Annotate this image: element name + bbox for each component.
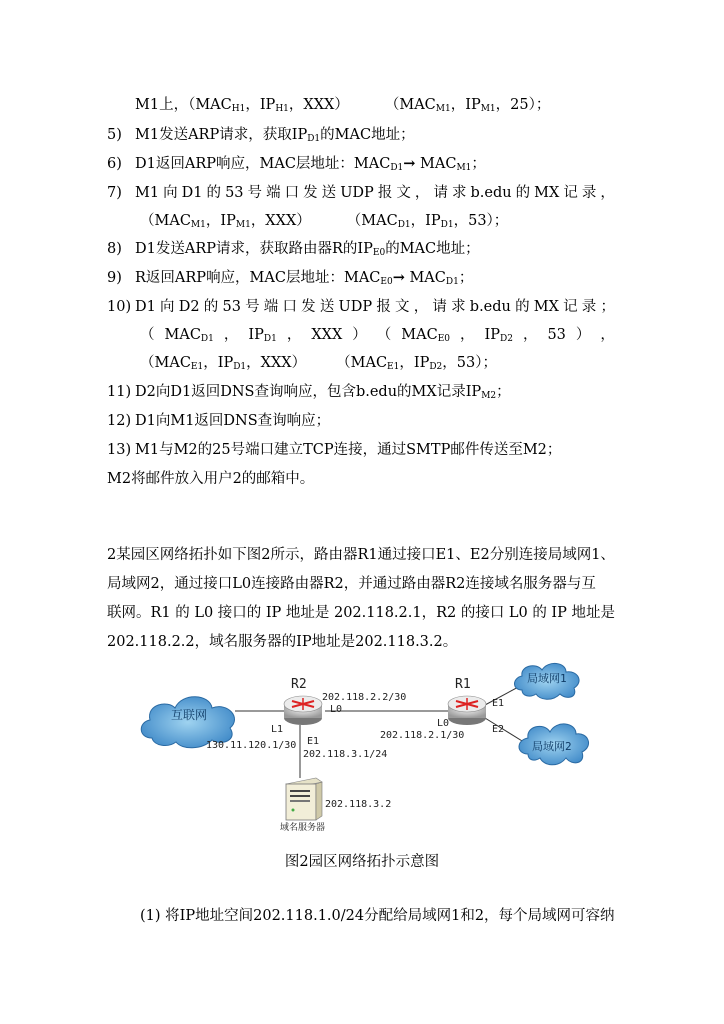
router-r2-icon <box>284 696 322 725</box>
justified-word: ） <box>352 327 367 343</box>
justified-word: D1 <box>135 299 156 315</box>
justified-word: ， <box>522 327 538 343</box>
justified-word: 端 <box>263 299 279 315</box>
justified-word: 的 <box>175 605 190 621</box>
justified-word: 请 <box>432 299 447 315</box>
justified-word: 请 <box>433 185 448 201</box>
dns-label: 域名服务器 <box>280 823 326 833</box>
justified-word: ， <box>223 327 239 343</box>
justified-word: ， <box>413 299 429 315</box>
list-item-6: 6) D1返回ARP响应，MAC层地址：$MAC_{D1}\to MAC_{M1}$； <box>107 155 486 173</box>
justified-word: 报 <box>376 299 391 315</box>
arrow-icon: → <box>403 155 416 172</box>
justified-word: ） <box>575 327 591 343</box>
list-item-9: 9) R返回ARP响应，MAC层地址：$MAC_{E0}\to MAC_{D1}$； <box>107 269 474 287</box>
justified-word: 联网。R1 <box>107 605 171 621</box>
list-item-11: 11) D2向D1返回DNS查询响应，包含b.edu的MX记录$IP_{M2}$； <box>107 384 511 401</box>
justified-word: （ <box>140 327 155 343</box>
r2-label: R2 <box>291 677 307 692</box>
list-item-13: 13) M1与M2的25号端口建立TCP连接，通过SMTP邮件传送至M2； <box>107 442 562 458</box>
justified-word: 文 <box>395 299 410 315</box>
justified-word: MX <box>533 299 559 315</box>
justified-word: 的 <box>515 185 531 201</box>
list-item-10: 10) D1 向 D2 的 53 号 端 口 发 送 UDP 报 文 ， 请 求 b.edu 的 MX 记 录 ； <box>107 299 615 315</box>
justified-word: 向 <box>160 299 175 315</box>
final-line: M2将邮件放入用户2的邮箱中。 <box>107 471 315 487</box>
justified-word: 求 <box>451 185 467 201</box>
r2-l1-label: L1 <box>271 724 284 735</box>
r1-e2-label: E2 <box>492 724 505 735</box>
justified-word: $IP_{D1}$ <box>248 327 277 344</box>
list-item-12: 12) D1向M1返回DNS查询响应； <box>107 413 331 429</box>
justified-word: 的 <box>203 299 219 315</box>
justified-word: $MAC_{D1}$ <box>164 327 214 344</box>
internet-label: 互联网 <box>171 708 208 722</box>
justified-word: 端 <box>266 185 281 201</box>
justified-word: ， <box>600 327 615 343</box>
lan1-label: 局域网1 <box>527 672 567 685</box>
justified-word: 报 <box>377 185 393 201</box>
r1-e1-label: E1 <box>492 698 505 709</box>
question2-line4: 202.118.2.2，域名服务器的IP地址是202.118.3.2。 <box>107 634 458 650</box>
justified-word: UDP <box>340 185 374 201</box>
justified-word: 地址是 <box>285 605 330 621</box>
justified-word: ； <box>600 299 615 315</box>
arrow-icon: → <box>392 269 405 286</box>
justified-word: 53 <box>547 327 566 343</box>
r1-label: R1 <box>455 677 471 692</box>
justified-word: 录 <box>581 185 597 201</box>
justified-word: 接口的 <box>217 605 262 621</box>
list-item-10-cont1 <box>140 326 615 344</box>
justified-word: XXX <box>311 327 343 343</box>
justified-word: 地址是 <box>571 605 615 621</box>
dns-ip: 202.118.3.2 <box>325 799 392 810</box>
justified-word: 文 <box>396 185 411 201</box>
justified-word: M1 <box>135 185 160 201</box>
justified-word: 号 <box>245 299 260 315</box>
justified-word: 向 <box>163 185 178 201</box>
justified-word: 口 <box>282 299 297 315</box>
text-line-m1: M1上，（$MAC_{H1}$，$IP_{H1}$，XXX） （$MAC_{M1}$，$IP_{M1}$，25）； <box>135 97 551 114</box>
r1-l0-label: L0 <box>437 718 450 729</box>
justified-word: 53 <box>222 299 241 315</box>
justified-word: 202.118.2.1，R2 <box>333 605 457 621</box>
question2-line3 <box>107 604 615 622</box>
justified-word: 的 <box>206 185 222 201</box>
justified-word: （ <box>376 327 392 343</box>
network-topology-diagram <box>0 660 724 840</box>
justified-word: 录 <box>581 299 597 315</box>
justified-word: 送 <box>321 185 337 201</box>
justified-word: ， <box>286 327 302 343</box>
list-item-5: 5) M1发送ARP请求，获取$IP_{D1}$的MAC地址； <box>107 127 415 144</box>
figure-caption: 图2园区网络拓扑示意图 <box>284 854 440 870</box>
question2-line2: 局域网2，通过接口L0连接路由器R2，并通过路由器R2连接域名服务器与互 <box>107 576 596 592</box>
justified-word: ， <box>414 185 430 201</box>
justified-word: 53 <box>225 185 244 201</box>
justified-word: 的接口 <box>460 605 505 621</box>
justified-word: 的 <box>515 299 530 315</box>
justified-word: ， <box>460 327 475 343</box>
justified-word: 口 <box>284 185 300 201</box>
r1-l0-ip: 202.118.2.1/30 <box>380 730 465 741</box>
justified-word: 记 <box>563 299 578 315</box>
justified-word: D1 <box>181 185 203 201</box>
r2-l0-ip: 202.118.2.2/30 <box>322 692 407 703</box>
justified-word: $MAC_{E0}$ <box>401 327 450 344</box>
q1-text: (1) 将IP地址空间202.118.1.0/24分配给局域网1和2，每个局域网可容纳 <box>140 908 615 924</box>
justified-word: L0 <box>194 605 214 621</box>
justified-word: 号 <box>247 185 263 201</box>
justified-word: L0 <box>508 605 528 621</box>
r2-l0-label: L0 <box>330 704 343 715</box>
list-item-10-cont2: （$MAC_{E1}$，$IP_{D1}$，XXX） （$MAC_{E1}$，$IP_{D2}$，53）； <box>140 355 497 372</box>
router-r1-icon <box>448 696 486 725</box>
question2-line1: 2某园区网络拓扑如下图2所示，路由器R1通过接口E1、E2分别连接局域网1、 <box>107 547 615 563</box>
justified-word: D2 <box>178 299 200 315</box>
justified-word: 发 <box>301 299 316 315</box>
justified-word: MX <box>534 185 560 201</box>
dns-server-icon <box>286 778 322 820</box>
justified-word: 发 <box>303 185 318 201</box>
justified-word: IP <box>265 605 282 621</box>
justified-word: $IP_{D2}$ <box>484 327 513 344</box>
justified-word: 的 <box>532 605 547 621</box>
r2-e1-ip: 202.118.3.1/24 <box>303 749 388 760</box>
list-item-7: 7) M1 向 D1 的 53 号 端 口 发 送 UDP 报 文 ， 请 求 b.edu 的 MX 记 录 ， <box>107 185 615 201</box>
lan2-label: 局域网2 <box>532 740 572 753</box>
justified-word: 送 <box>319 299 335 315</box>
r2-e1-label: E1 <box>307 736 320 747</box>
justified-word: b.edu <box>470 185 512 201</box>
justified-word: ， <box>600 185 615 201</box>
list-item-7-cont: （$MAC_{M1}$，$IP_{M1}$，XXX） （$MAC_{D1}$，$IP_{D1}$，53）； <box>140 213 509 230</box>
justified-word: IP <box>551 605 567 621</box>
justified-word: 求 <box>451 299 466 315</box>
justified-word: 记 <box>563 185 578 201</box>
list-item-8: 8) D1发送ARP请求，获取路由器R的$IP_{E0}$的MAC地址； <box>107 241 480 258</box>
r2-l1-ip: 130.11.120.1/30 <box>206 740 297 751</box>
justified-word: b.edu <box>469 299 511 315</box>
justified-word: UDP <box>338 299 373 315</box>
